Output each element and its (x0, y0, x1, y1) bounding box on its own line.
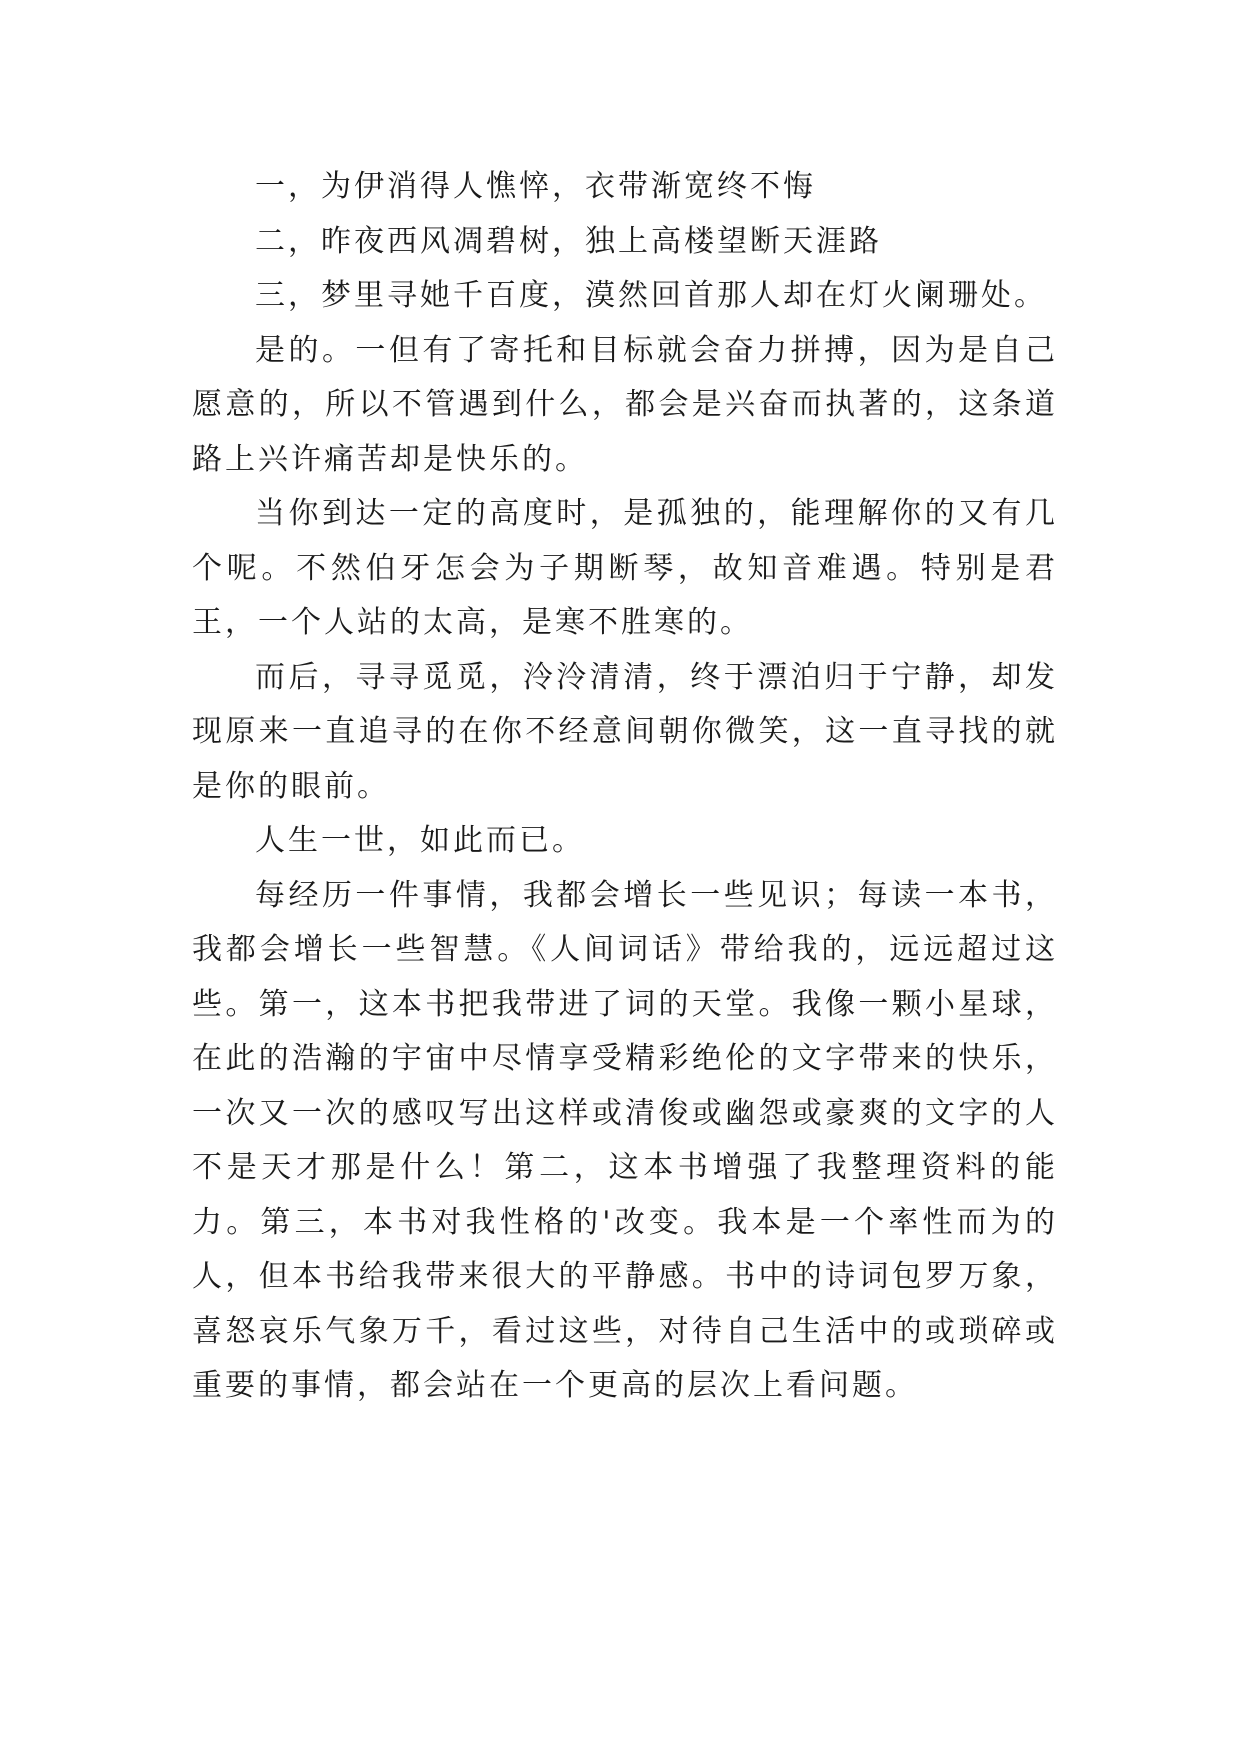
paragraph-solitude: 当你到达一定的高度时，是孤独的，能理解你的又有几个呢。不然伯牙怎会为子期断琴，故知音难遇。特别是君王，一个人站的太高，是寒不胜寒的。 (192, 496, 1058, 640)
paragraph-line-3: 三，梦里寻她千百度，漠然回首那人却在灯火阑珊处。 (255, 278, 1047, 313)
paragraph-line-1: 一，为伊消得人憔悴，衣带渐宽终不悔 (255, 169, 816, 204)
paragraph-line-2: 二，昨夜西风凋碧树，独上高楼望断天涯路 (255, 223, 882, 259)
paragraph-life: 人生一世，如此而已。 (255, 823, 585, 858)
document-body (192, 160, 1058, 1414)
paragraph-devotion: 是的。一但有了寄托和目标就会奋力拼搏，因为是自己愿意的，所以不管遇到什么，都会是兴奋而执著的，这条道路上兴许痛苦却是快乐的。 (192, 332, 1058, 477)
paragraph-search: 而后，寻寻觅觅，泠泠清清，终于漂泊归于宁静，却发现原来一直追寻的在你不经意间朝你微笑，这一直寻找的就是你的眼前。 (192, 659, 1058, 804)
paragraph-book-reflection: 每经历一件事情，我都会增长一些见识；每读一本书，我都会增长一些智慧。《人间词话》带给我的，远远超过这些。第一，这本书把我带进了词的天堂。我像一颗小星球，在此的浩瀚的宇宙中尽情享受精彩绝伦的文字带来的快乐，一次又一次的感叹写出这样或清俊或幽怨或豪爽的文字的人不是天才那是什么！第二，这本书增强了我整理资料的能力。第三，本书对我性格的'改变。我本是一个率性而为的人，但本书给我带来很大的平静感。书中的诗词包罗万象，喜怒哀乐气象万千，看过这些，对待自己生活中的或琐碎或重要的事情，都会站在一个更高的层次上看问题。 (192, 877, 1058, 1403)
